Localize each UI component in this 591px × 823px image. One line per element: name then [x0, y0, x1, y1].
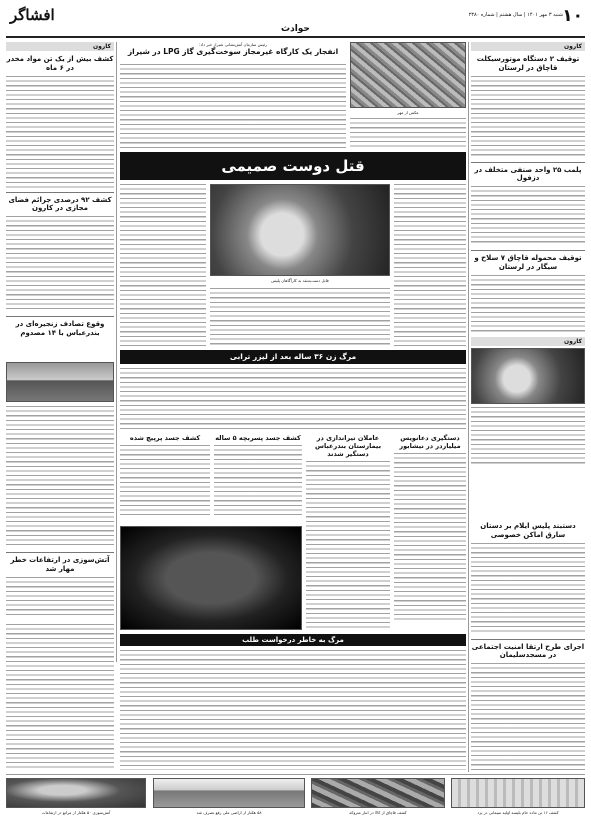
article-title: مرگ زن ۳۶ ساله بعد از لیزر ترابی — [229, 352, 357, 362]
headline: انفجار یک کارگاه غیرمجاز سوخت‌گیری گاز LPG در شیراز — [127, 47, 339, 56]
photo-caption: کشف ۱۶ تن ماده خام بلیسه اولیه سیمانی در یزد — [477, 810, 559, 815]
article-body — [471, 407, 585, 467]
left-column-mid — [6, 406, 114, 550]
news-photo — [6, 362, 114, 402]
page-number: ۱۰ — [562, 6, 583, 26]
column-tag: کارون — [471, 42, 585, 51]
bottom-article-body — [120, 650, 466, 770]
lower-article — [120, 434, 210, 522]
headline: کشف ۹۲ درصدی جرائم فضای مجازی در کارون — [6, 192, 114, 214]
article-body — [394, 184, 466, 346]
news-photo — [120, 526, 302, 630]
headline: کشف بیش از یک تن مواد مخدر در ۶ ماه — [6, 55, 114, 72]
article-body — [120, 184, 206, 346]
strip-caption — [6, 810, 146, 819]
article-body — [350, 118, 466, 148]
article-title: مرگ به خاطر درخواست طلب — [242, 635, 344, 644]
feature-body-center — [210, 288, 390, 346]
article-body — [471, 543, 585, 635]
news-photo — [210, 184, 390, 276]
article-body — [306, 461, 390, 630]
photo-caption-box — [350, 110, 466, 116]
news-photo — [471, 348, 585, 404]
article-body — [120, 64, 346, 148]
feature-body-left — [120, 184, 206, 346]
article-body — [120, 650, 466, 770]
headline: کشف جسد پسربچه ۵ ساله — [215, 434, 301, 442]
headline: توقیف ۲ دستگاه موتورسیکلت قاچاق در لرستان — [476, 55, 580, 72]
article-body — [6, 624, 114, 770]
strip-caption — [311, 810, 445, 819]
article-body — [6, 76, 114, 188]
headline: پلمب ۲۵ واحد صنفی متخلف در دزفول — [471, 162, 585, 184]
photo-caption: آتش‌سوزی ۵۰ هکتار از مراتع در ارتفاعات — [41, 810, 111, 815]
article-title-bar — [120, 350, 466, 364]
article-body — [120, 368, 466, 430]
headline: دستبند پلیس آیلام بر دستان سارق اماکن خصوصی — [480, 522, 576, 539]
news-photo — [350, 42, 466, 108]
photo-caption: قاتل دست‌به‌نقد به کارآگاهان پلیس — [271, 278, 329, 283]
right-column — [471, 42, 585, 518]
headline: اجرای طرح ارتقا امنیت اجتماعی در مسجدسلیمان — [471, 639, 585, 661]
feature-title-bar — [120, 152, 466, 180]
headline: کشف جسد پرپیچ شده — [129, 434, 201, 442]
article-body — [471, 663, 585, 770]
column-rule — [468, 42, 469, 772]
mid-article-body — [120, 368, 466, 430]
newspaper-logo: افشاگر — [10, 6, 55, 24]
article-body — [394, 453, 466, 623]
article-body — [214, 445, 302, 515]
strip-rule — [6, 774, 585, 775]
article-body — [210, 288, 390, 346]
article-body — [6, 216, 114, 312]
article-body — [471, 186, 585, 246]
lower-article — [214, 434, 302, 522]
right-column-lower — [471, 522, 585, 770]
feature-body-right — [394, 184, 466, 346]
photo-caption: ۵۸ هکتار از اراضی ملی رفع تصرف شد — [196, 810, 262, 815]
news-photo — [451, 778, 585, 808]
strip-caption — [451, 810, 585, 819]
headline: وقوع تصادف زنجیره‌ای در بندرعباس با ۱۴ مصدوم — [6, 316, 114, 338]
article-body — [471, 275, 585, 333]
strip-caption — [153, 810, 305, 819]
column-tag: کارون — [471, 337, 585, 346]
headline: آتش‌سوزی در ارتفاعات خطر مهار شد — [6, 552, 114, 574]
top-center-body-right — [350, 118, 466, 148]
masthead — [6, 4, 585, 38]
photo-caption: کشف قاچاق از کالا در انبار متروکه — [349, 810, 407, 815]
feature-title: قتل دوست صمیمی — [221, 156, 365, 175]
left-bottom-article — [6, 624, 114, 770]
photo-caption-box — [210, 278, 390, 284]
column-tag: کارون — [6, 42, 114, 51]
headline: توقیف محموله قاچاق ۷ سلاح و سیگار در لرستان — [471, 250, 585, 272]
news-photo — [6, 778, 146, 808]
article-title-bar — [120, 634, 466, 646]
headline: عاملان تیراندازی در بیمارستان بندرعباس دستگیر شدند — [314, 434, 382, 459]
news-photo — [153, 778, 305, 808]
dateline: شنبه ۳ مهر ۱۴۰۱ | سال هشتم | شماره ۲۳۸۰ — [468, 12, 563, 18]
section-title: حوادث — [281, 24, 310, 34]
top-center-body — [120, 64, 346, 148]
article-body — [6, 577, 114, 615]
article-body — [6, 406, 114, 546]
photo-caption: عکس از مهر — [397, 110, 419, 115]
article-body — [471, 76, 585, 158]
kicker: رئیس سازمان آتش‌نشانی شیراز خبر داد: — [199, 42, 267, 47]
headline: دستگیری دعانویس میلیاردر در نیشابور — [399, 434, 461, 451]
top-center-headline — [120, 42, 346, 62]
left-column-lower — [6, 552, 114, 620]
article-body — [120, 445, 210, 515]
news-photo — [311, 778, 445, 808]
column-rule — [116, 42, 117, 662]
lower-article — [394, 434, 466, 630]
lower-article — [306, 434, 390, 630]
